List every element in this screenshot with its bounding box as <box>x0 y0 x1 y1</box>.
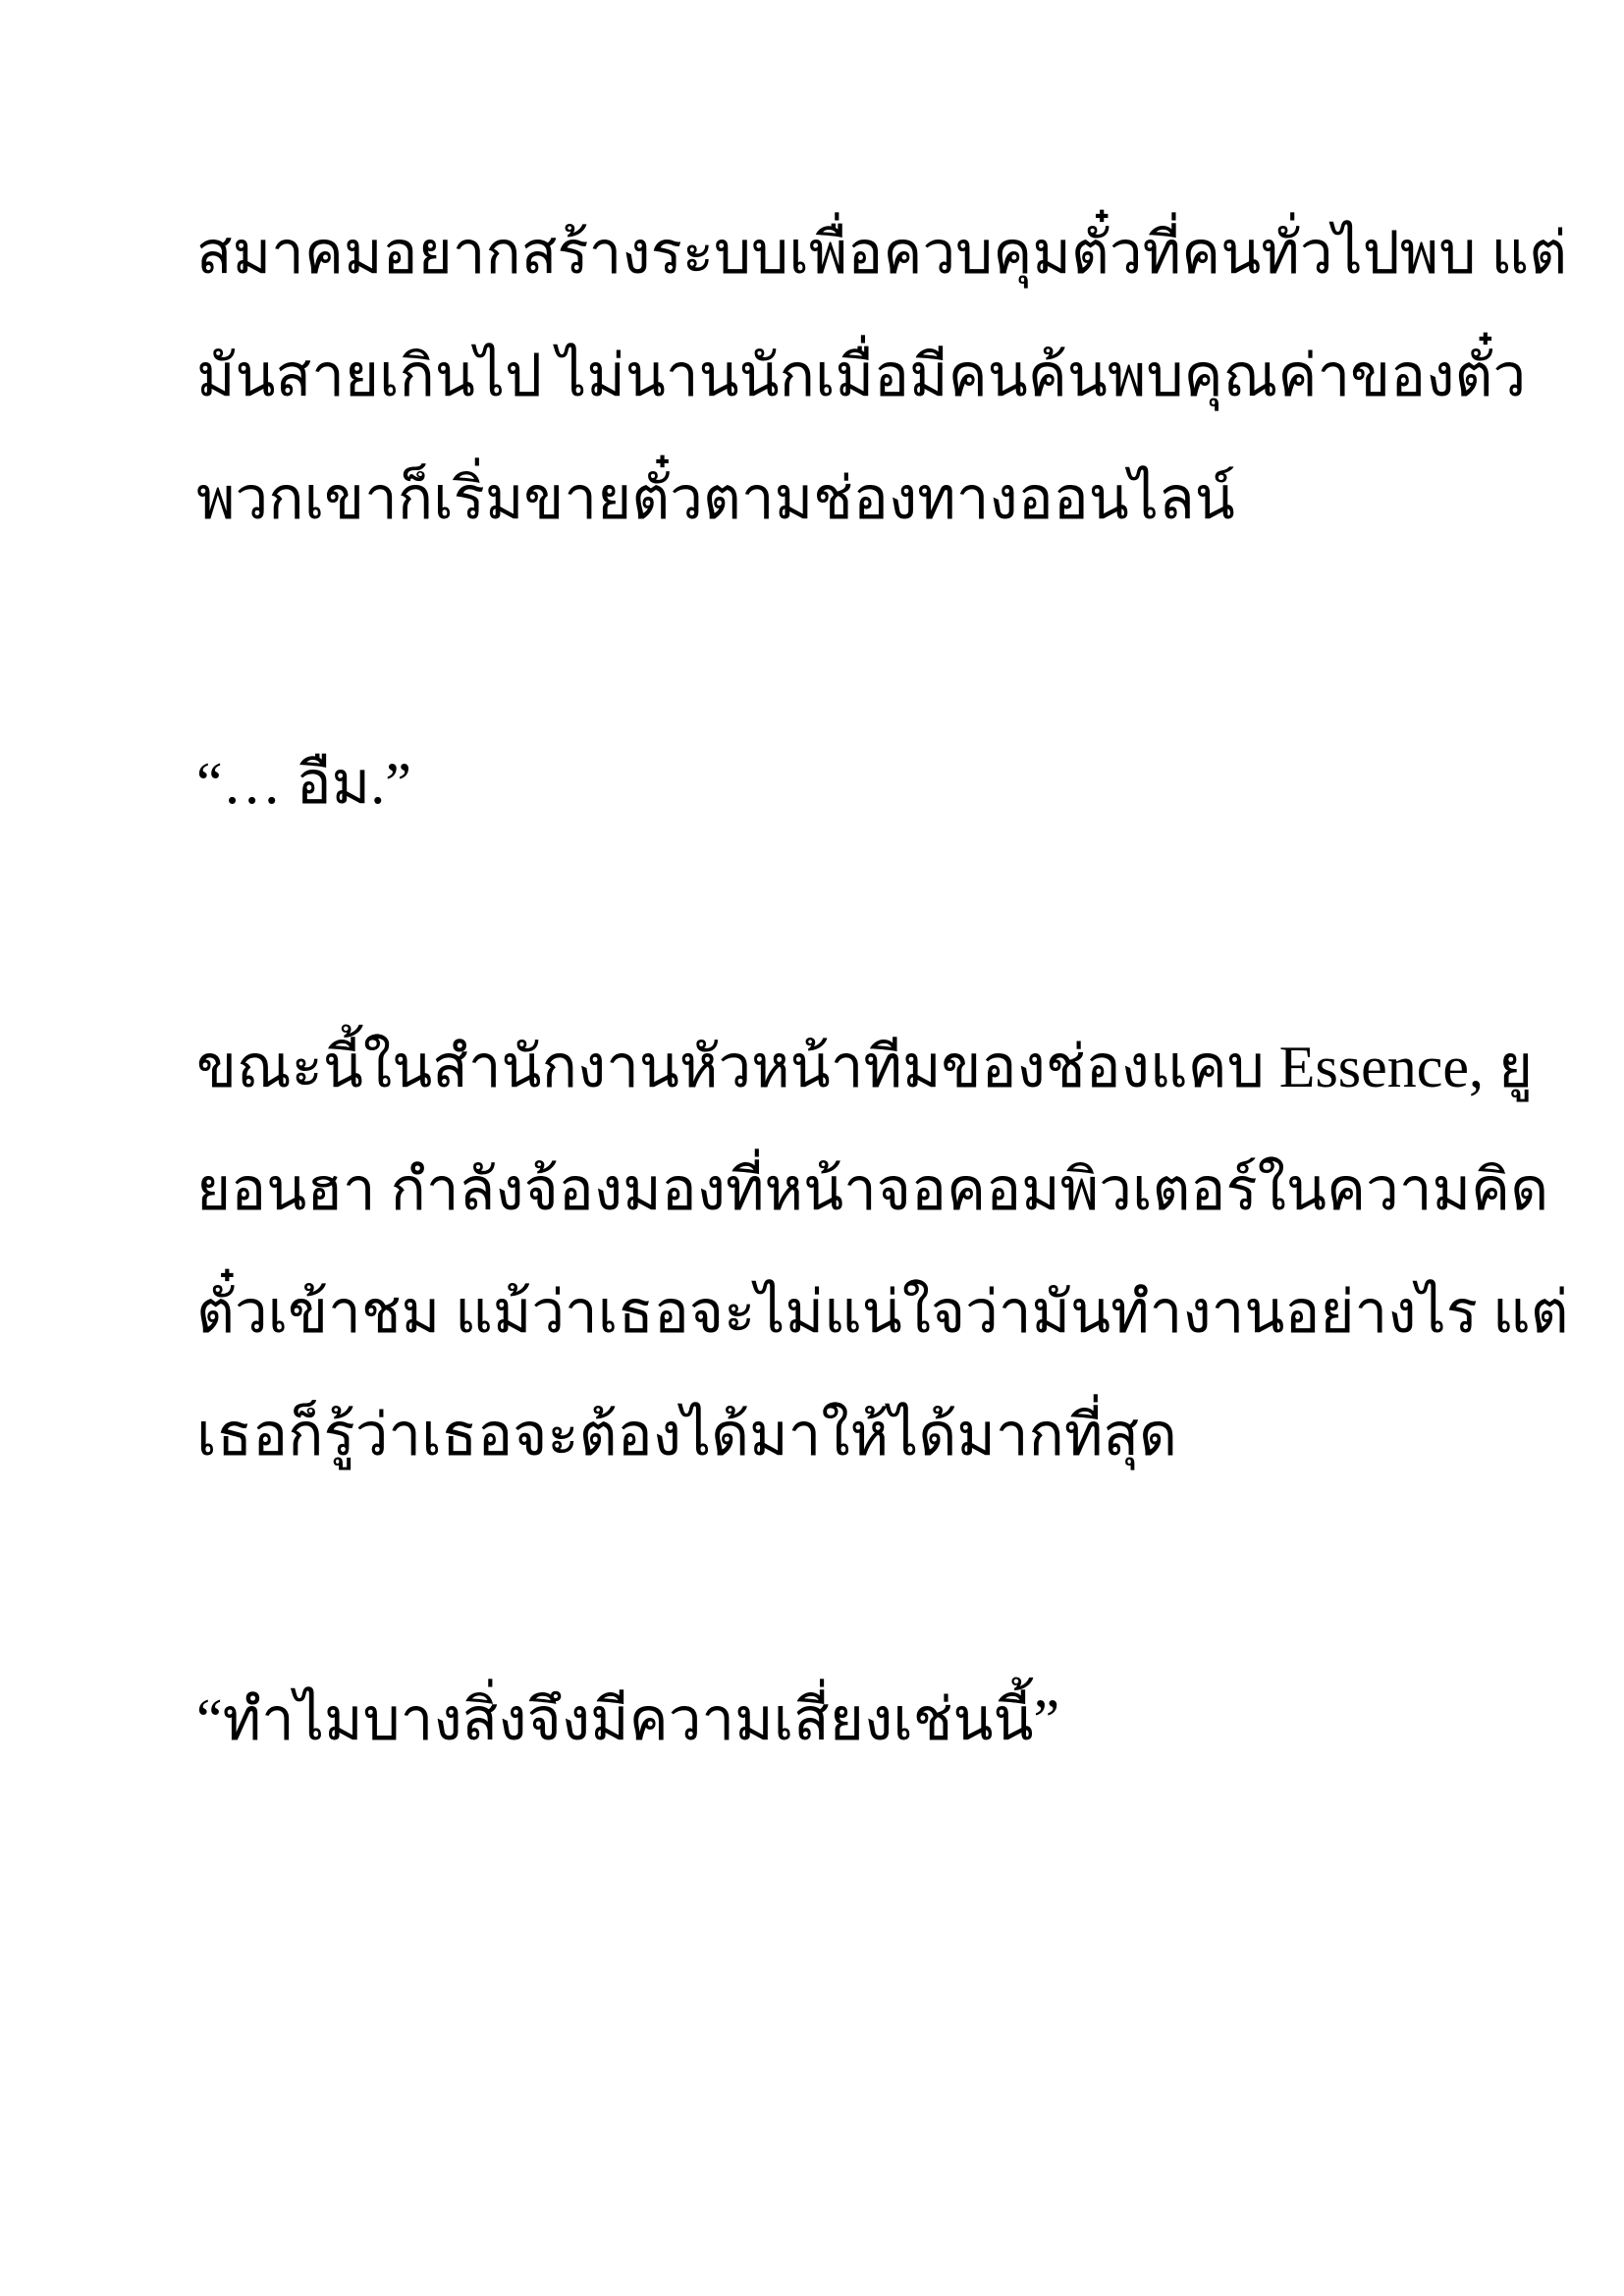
paragraph-2-line-1: ขณะนี้ในสำนักงานหัวหน้าทีมของช่องแคบ Essence, ยู <box>196 1035 1534 1099</box>
paragraph-1-line-1: สมาคมอยากสร้างระบบเพื่อควบคุมตั๋วที่คนทั่วไปพบ แต่ <box>196 221 1568 286</box>
paragraph-2-line-4: เธอก็รู้ว่าเธอจะต้องได้มาให้ได้มากที่สุด <box>196 1403 1178 1468</box>
paragraph-2-line-3: ตั๋วเข้าชม แม้ว่าเธอจะไม่แน่ใจว่ามันทำงานอย่างไร แต่ <box>196 1280 1569 1345</box>
dialogue-quote-2: “ทำไมบางสิ่งจึงมีความเสี่ยงเช่นนี้” <box>196 1687 1060 1752</box>
paragraph-1-line-2: มันสายเกินไป ไม่นานนักเมื่อมีคนค้นพบคุณค่าของตั๋ว <box>196 344 1527 408</box>
paragraph-1-line-3: พวกเขาก็เริ่มขายตั๋วตามช่องทางออนไลน์ <box>196 466 1235 531</box>
dialogue-quote-1: “… อืม.” <box>196 751 411 816</box>
paragraph-2-line-2: ยอนฮา กำลังจ้องมองที่หน้าจอคอมพิวเตอร์ในความคิด <box>196 1157 1549 1222</box>
